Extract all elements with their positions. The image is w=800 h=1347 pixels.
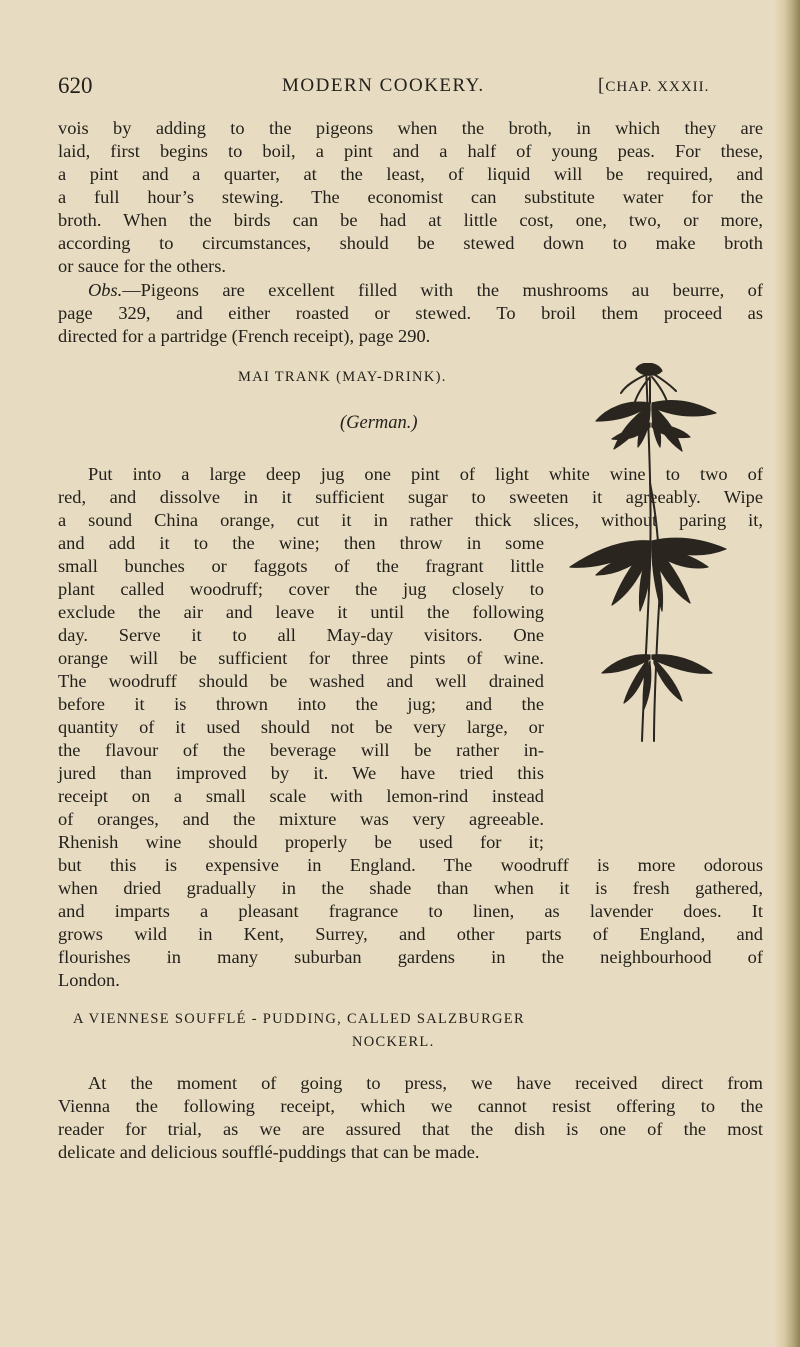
text-line: The woodruff should be washed and well drained — [58, 671, 544, 691]
recipe-subtitle: (German.) — [340, 413, 418, 433]
text-line: broth. When the birds can be had at little cost, one, two, or more, — [58, 210, 763, 230]
obs-text: —Pigeons are excellent filled with the mushrooms au beurre, of — [122, 280, 763, 300]
text-line: laid, first begins to boil, a pint and a half of young peas. For these, — [58, 141, 763, 161]
text-line: vois by adding to the pigeons when the broth, in which they are — [58, 118, 763, 138]
chapter-bracket: [ — [598, 75, 606, 96]
woodruff-illustration — [566, 363, 768, 743]
text-line: quantity of it used should not be very large, or — [58, 717, 544, 737]
obs-line — [88, 279, 763, 302]
text-line: Vienna the following receipt, which we cannot resist offering to the — [58, 1096, 763, 1116]
chapter-reference — [598, 75, 709, 97]
text-line: and add it to the wine; then throw in some — [58, 533, 544, 553]
text-line: according to circumstances, should be stewed down to make broth — [58, 233, 763, 253]
text-line: page 329, and either roasted or stewed. To broil them proceed as — [58, 303, 763, 323]
recipe-title-continued: NOCKERL. — [352, 1034, 435, 1050]
text-line: grows wild in Kent, Surrey, and other parts of England, and — [58, 924, 763, 944]
text-line: At the moment of going to press, we have received direct from — [88, 1073, 763, 1093]
recipe-title: MAI TRANK (MAY-DRINK). — [238, 369, 447, 385]
text-line: a sound China orange, cut it in rather thick slices, without paring it, — [58, 510, 763, 530]
text-line: London. — [58, 970, 120, 990]
text-line: Put into a large deep jug one pint of light white wine to two of — [88, 464, 763, 484]
running-title: MODERN COOKERY. — [282, 75, 485, 96]
text-line: small bunches or faggots of the fragrant little — [58, 556, 544, 576]
text-line: delicate and delicious soufflé-puddings that can be made. — [58, 1142, 480, 1162]
text-line: jured than improved by it. We have tried this — [58, 763, 544, 783]
text-line: when dried gradually in the shade than when it is fresh gathered, — [58, 878, 763, 898]
chapter-label: CHAP. XXXII. — [605, 79, 710, 95]
text-line: before it is thrown into the jug; and the — [58, 694, 544, 714]
text-line: a pint and a quarter, at the least, of liquid will be required, and — [58, 164, 763, 184]
text-line: receipt on a small scale with lemon-rind instead — [58, 786, 544, 806]
text-line: plant called woodruff; cover the jug closely to — [58, 579, 544, 599]
text-line: and imparts a pleasant fragrance to linen, as lavender does. It — [58, 901, 763, 921]
woodruff-plant-icon — [566, 363, 768, 743]
text-line: a full hour’s stewing. The economist can substitute water for the — [58, 187, 763, 207]
recipe-title: A VIENNESE SOUFFLÉ - PUDDING, CALLED SALZBURGER — [73, 1011, 525, 1027]
text-line: reader for trial, as we are assured that the dish is one of the most — [58, 1119, 763, 1139]
text-line: flourishes in many suburban gardens in the neighbourhood of — [58, 947, 763, 967]
text-line: Rhenish wine should properly be used for it; — [58, 832, 544, 852]
page-edge-shadow — [774, 0, 800, 1347]
text-line: but this is expensive in England. The woodruff is more odorous — [58, 855, 763, 875]
text-line: directed for a partridge (French receipt), page 290. — [58, 326, 431, 346]
text-line: orange will be sufficient for three pints of wine. — [58, 648, 544, 668]
text-line: exclude the air and leave it until the following — [58, 602, 544, 622]
text-line: or sauce for the others. — [58, 256, 227, 276]
running-header — [58, 73, 768, 103]
text-line: the flavour of the beverage will be rather in- — [58, 740, 544, 760]
text-line: red, and dissolve in it sufficient sugar to sweeten it agreeably. Wipe — [58, 487, 763, 507]
text-line: day. Serve it to all May-day visitors. One — [58, 625, 544, 645]
text-line: of oranges, and the mixture was very agreeable. — [58, 809, 544, 829]
obs-label: Obs. — [88, 280, 123, 300]
page-number: 620 — [58, 73, 93, 98]
